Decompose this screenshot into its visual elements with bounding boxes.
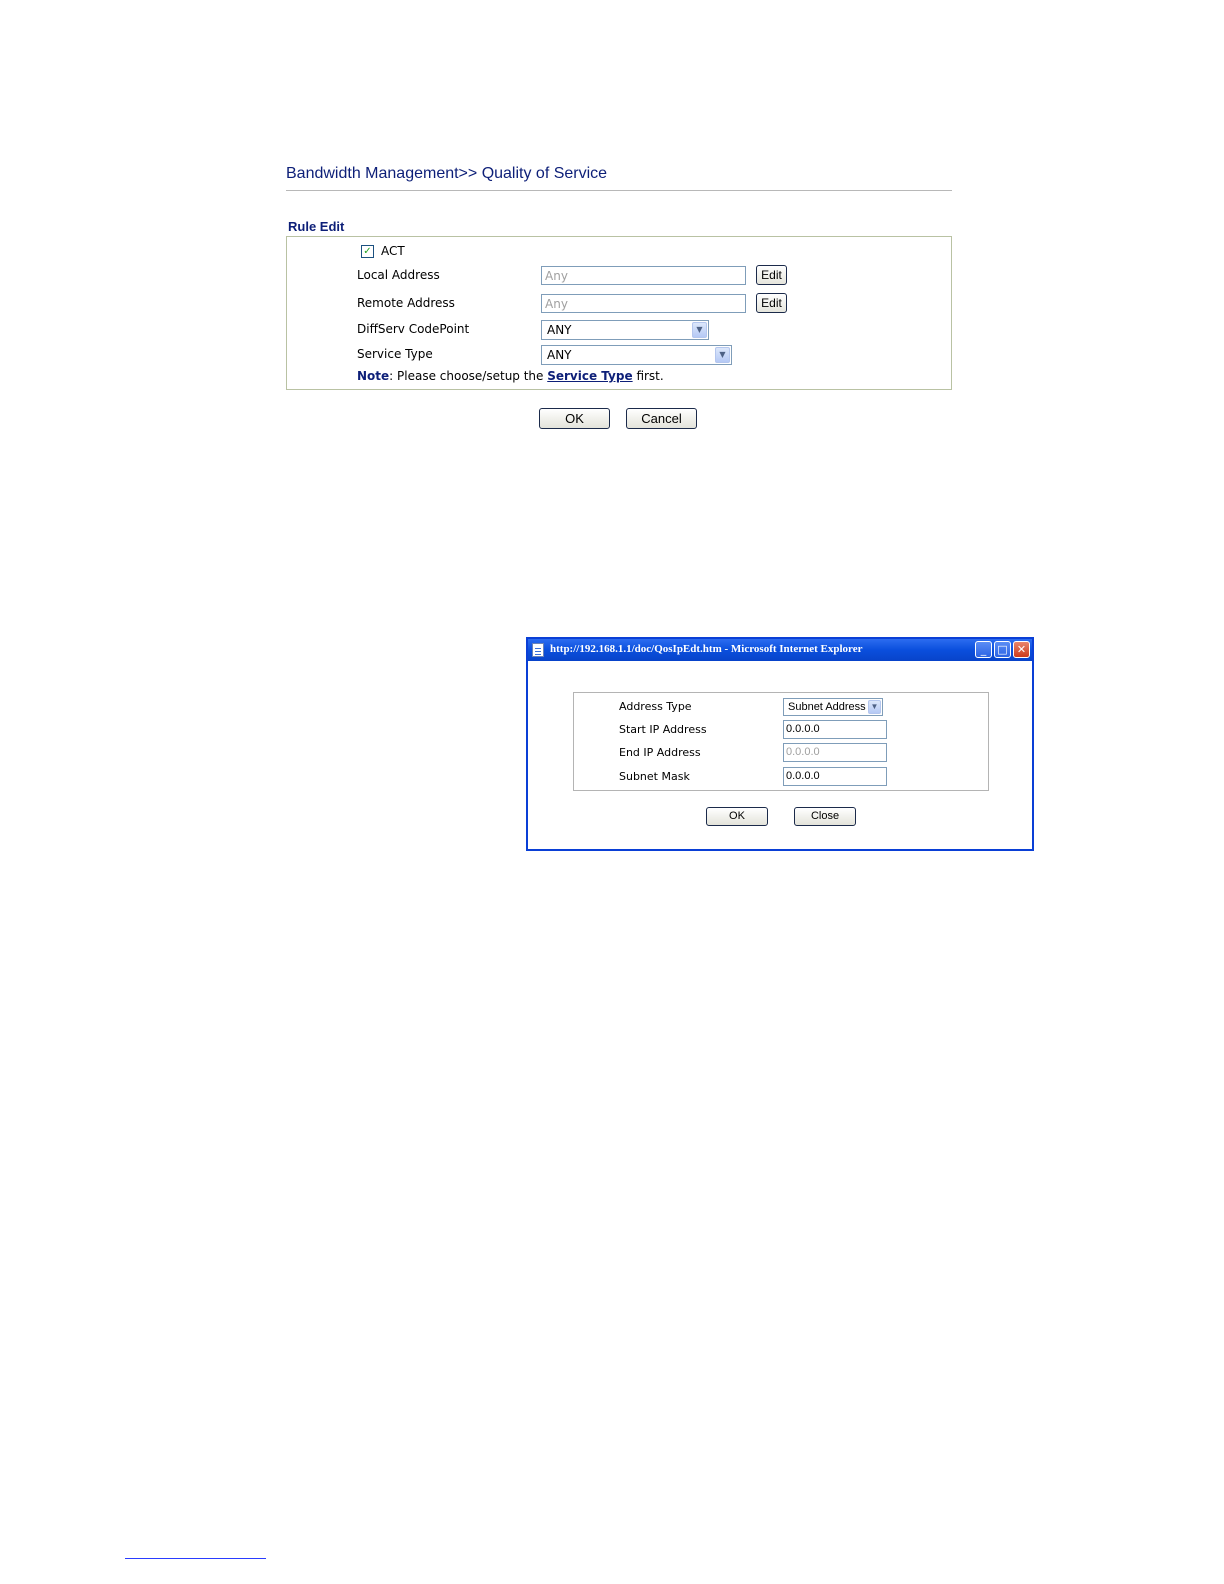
popup-close-button[interactable]: Close [794,807,856,826]
end-ip-label: End IP Address [619,746,701,759]
diffserv-select[interactable] [541,320,709,340]
popup-ok-button[interactable]: OK [706,807,768,826]
remote-address-field[interactable]: Any [541,294,746,313]
footer-divider [125,1558,266,1559]
chevron-down-icon[interactable]: ▼ [868,700,881,714]
diffserv-selected-value: ANY [547,323,572,337]
minimize-icon[interactable]: _ [975,641,992,658]
page-icon [532,643,544,657]
service-type-select[interactable] [541,345,732,365]
maximize-icon[interactable]: □ [994,641,1011,658]
address-type-label: Address Type [619,700,692,713]
service-type-label: Service Type [357,347,433,361]
act-checkbox[interactable]: ✓ [361,245,374,258]
popup-window-title: http://192.168.1.1/doc/QosIpEdt.htm - Microsoft Internet Explorer [550,643,863,655]
end-ip-field[interactable]: 0.0.0.0 [783,743,887,762]
chevron-down-icon[interactable]: ▼ [715,347,730,363]
page-title: Bandwidth Management>> Quality of Service [286,165,608,182]
note-text-after: first. [632,369,664,383]
local-address-field[interactable]: Any [541,266,746,285]
note-text-before: : Please choose/setup the [389,369,548,383]
rule-edit-panel [286,236,952,390]
ip-edit-popup-window [526,637,1034,851]
service-type-selected-value: ANY [547,348,572,362]
start-ip-label: Start IP Address [619,723,707,736]
address-type-select[interactable] [783,698,883,716]
address-type-selected-value: Subnet Address [788,701,866,713]
popup-titlebar[interactable] [528,639,1032,661]
section-label: Rule Edit [288,219,345,234]
note-prefix: Note [357,369,390,383]
remote-address-edit-button[interactable]: Edit [756,293,787,313]
local-address-edit-button[interactable]: Edit [756,265,787,285]
diffserv-label: DiffServ CodePoint [357,322,470,336]
subnet-mask-field[interactable]: 0.0.0.0 [783,767,887,786]
subnet-mask-label: Subnet Mask [619,770,690,783]
chevron-down-icon[interactable]: ▼ [692,322,707,338]
remote-address-label: Remote Address [357,296,455,310]
start-ip-field[interactable]: 0.0.0.0 [783,720,887,739]
ok-button[interactable]: OK [539,408,610,429]
cancel-button[interactable]: Cancel [626,408,697,429]
title-divider [286,190,952,191]
service-type-link[interactable]: Service Type [547,369,633,383]
note-text [357,369,664,383]
close-icon[interactable]: ✕ [1013,641,1030,658]
local-address-label: Local Address [357,268,440,282]
act-label: ACT [381,244,405,258]
